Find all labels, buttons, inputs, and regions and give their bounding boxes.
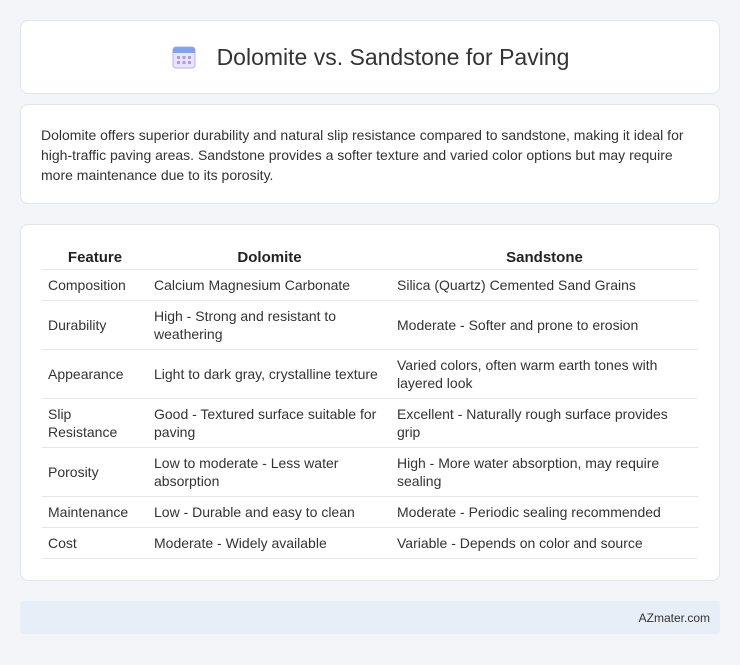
summary-card	[20, 104, 720, 204]
row-feature: Composition	[42, 270, 148, 301]
row-feature: Durability	[42, 301, 148, 350]
row-sandstone: High - More water absorption, may require sealing	[391, 448, 698, 497]
page-title: Dolomite vs. Sandstone for Paving	[216, 43, 570, 70]
row-sandstone: Variable - Depends on color and source	[391, 528, 698, 559]
row-dolomite: Light to dark gray, crystalline texture	[148, 350, 391, 399]
title-card	[20, 20, 720, 94]
row-sandstone: Varied colors, often warm earth tones with layered look	[391, 350, 698, 399]
row-sandstone: Silica (Quartz) Cemented Sand Grains	[391, 270, 698, 301]
table-row	[42, 399, 698, 448]
row-dolomite: Calcium Magnesium Carbonate	[148, 270, 391, 301]
summary-text: Dolomite offers superior durability and natural slip resistance compared to sandstone, making it ideal for high-traffic paving areas. Sandstone provides a softer texture and varied color options but may require more maintenance due to its porosity.	[41, 127, 684, 183]
table-row	[42, 497, 698, 528]
table-row	[42, 350, 698, 399]
row-dolomite: Moderate - Widely available	[148, 528, 391, 559]
row-feature: Porosity	[42, 448, 148, 497]
footer-credit: AZmater.com	[638, 610, 710, 625]
row-feature: Appearance	[42, 350, 148, 399]
table-row	[42, 528, 698, 559]
calendar-icon	[171, 44, 197, 70]
row-dolomite: Good - Textured surface suitable for paving	[148, 399, 391, 448]
row-dolomite: High - Strong and resistant to weathering	[148, 301, 391, 350]
title-wrap	[171, 44, 570, 71]
table-row	[42, 270, 698, 301]
row-sandstone: Excellent - Naturally rough surface provides grip	[391, 399, 698, 448]
row-dolomite: Low - Durable and easy to clean	[148, 497, 391, 528]
header-dolomite: Dolomite	[148, 247, 391, 270]
table-row	[42, 448, 698, 497]
table-row	[42, 301, 698, 350]
row-feature: Maintenance	[42, 497, 148, 528]
row-sandstone: Moderate - Softer and prone to erosion	[391, 301, 698, 350]
row-feature: Cost	[42, 528, 148, 559]
row-sandstone: Moderate - Periodic sealing recommended	[391, 497, 698, 528]
row-feature: Slip Resistance	[42, 399, 148, 448]
header-feature: Feature	[42, 247, 148, 270]
footer	[20, 601, 720, 634]
header-sandstone: Sandstone	[391, 247, 698, 270]
table-card	[20, 224, 720, 581]
row-dolomite: Low to moderate - Less water absorption	[148, 448, 391, 497]
comparison-table	[42, 247, 698, 559]
table-header-row	[42, 247, 698, 270]
